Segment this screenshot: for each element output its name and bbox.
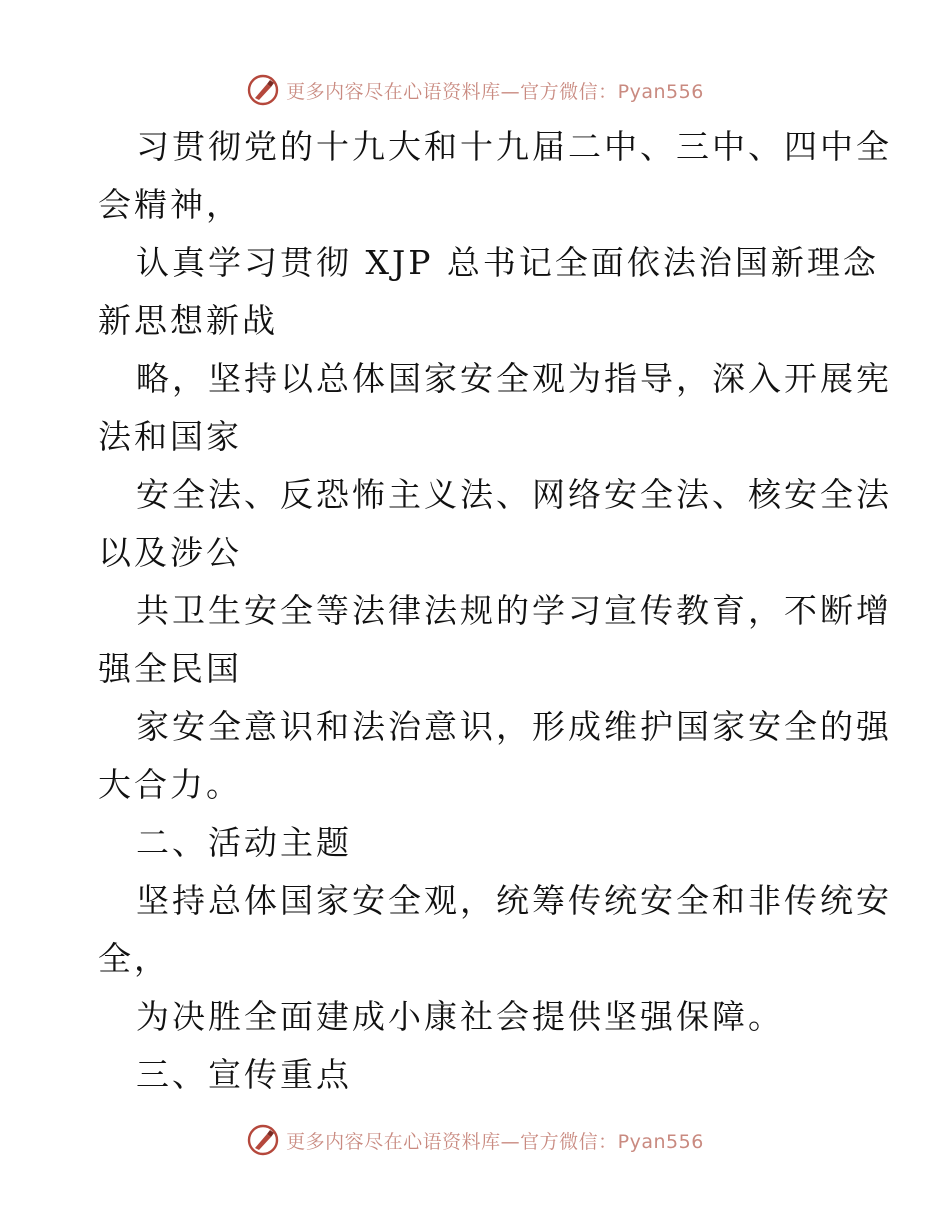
document-body	[98, 118, 892, 1104]
text-line: 会精神，	[98, 185, 242, 224]
text-line: 认真学习贯彻 XJP 总书记全面依法治国新理念	[136, 243, 879, 282]
text-line: 为决胜全面建成小康社会提供坚强保障。	[136, 997, 784, 1036]
text-line: 三、宣传重点	[136, 1055, 352, 1094]
text-line: 略，坚持以总体国家安全观为指导，深入开展宪	[136, 359, 892, 398]
text-line: 二、活动主题	[136, 823, 352, 862]
text-line: 新思想新战	[98, 301, 278, 340]
text-line: 强全民国	[98, 649, 242, 688]
pen-logo-icon	[246, 73, 280, 107]
header-banner-text: 更多内容尽在心语资料库—官方微信：Pyan556	[286, 80, 704, 103]
text-line: 以及涉公	[98, 533, 242, 572]
text-line: 大合力。	[98, 765, 242, 804]
text-line: 家安全意识和法治意识，形成维护国家安全的强	[136, 707, 892, 746]
text-line: 习贯彻党的十九大和十九届二中、三中、四中全	[136, 127, 892, 166]
text-line: 安全法、反恐怖主义法、网络安全法、核安全法	[136, 475, 892, 514]
footer-watermark-banner	[0, 1120, 950, 1160]
text-line: 坚持总体国家安全观，统筹传统安全和非传统安	[136, 881, 892, 920]
text-line: 法和国家	[98, 417, 242, 456]
footer-banner-text: 更多内容尽在心语资料库—官方微信：Pyan556	[286, 1130, 704, 1153]
text-line: 共卫生安全等法律法规的学习宣传教育，不断增	[136, 591, 892, 630]
pen-logo-icon	[246, 1123, 280, 1157]
header-watermark-banner	[0, 70, 950, 110]
text-line: 全，	[98, 939, 170, 978]
